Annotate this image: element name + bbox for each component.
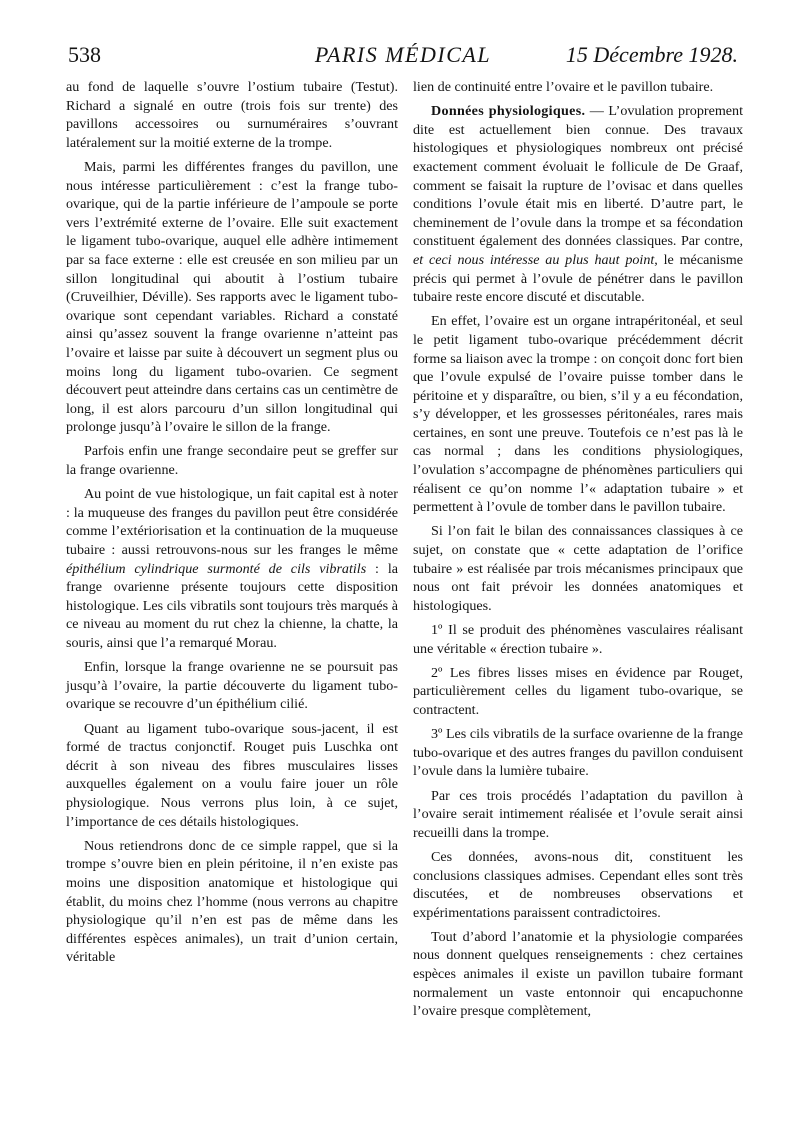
issue-date: 15 Décembre 1928. [565, 42, 738, 67]
paragraph: En effet, l’ovaire est un organe intrapéritonéal, et seul le petit ligament tubo-ovarique précédemment décrit forme sa liaison avec la trompe : on conçoit donc fort bien que l’ovule expulsé de l’ovaire puisse tomber dans le péritoine et y disparaître, ou bien, s’il y a eu fécondation, s’y développer, et les grossesses péritonéales, rares mais certaines, en sont une preuve. Toutefois ce n’est pas là le cas normal ; dans les conditions physiologiques, l’ovulation s’accompagne de phénomènes particuliers qui réalisent ce qu’on nomme l’« adaptation tubaire » et permettent à l’ovule de tomber dans le pavillon tubaire. [413, 313, 743, 516]
paragraph: au fond de laquelle s’ouvre l’ostium tubaire (Testut). Richard a signalé en outre (trois fois sur trente) des pavillons accessoires ou surnuméraires s’ouvrant latéralement sur la moitié externe de la trompe. [66, 79, 398, 151]
page-number: 538 [68, 42, 101, 67]
paragraph: Quant au ligament tubo-ovarique sous-jacent, il est formé de tractus conjonctif. Rouget puis Luschka ont décrit à son niveau des fibres musculaires lisses auxquelles également on a voulu faire jouer un rôle physiologique. Nous verrons plus loin, à ce sujet, l’importance de ces détails histologiques. [66, 720, 398, 830]
paragraph: Mais, parmi les différentes franges du pavillon, une nous intéresse particulièrement : c’est la frange tubo-ovarique, qui de la partie inférieure de l’ampoule se porte vers l’extrémité externe de l’ovaire. Elle suit exactement le ligament tubo-ovarique, auquel elle adhère intimement par sa face externe : elle est creusée en son milieu par un sillon longitudinal qui aboutit à l’ostium tubaire (Cruveilhier, Déville). Ses rapports avec le ligament tubo-ovarique sont cependant variables. Richard a constaté ainsi qu’assez souvent la frange ovarienne n’atteint pas l’ovaire et laisse par suite à découvert un segment plus ou moins long du ligament tubo-ovarien. Ce segment découvert peut atteindre dans certains cas un centimètre de long, il est alors parcouru d’un sillon longitudinal qui prolonge jusqu’à l’ovaire le sillon de la frange. [66, 158, 398, 436]
paragraph-text: , le mécanisme précis qui permet à l’ovule de pénétrer dans le pavillon tubaire reste encore discuté et discutable. [413, 251, 743, 306]
emphasis-text: et ceci nous intéresse au plus haut point [413, 251, 655, 268]
paragraph [413, 102, 743, 307]
paragraph-text: Au point de vue histologique, un fait capital est à noter : la muqueuse des franges du pavillon peut être considérée comme l’extériorisation et la continuation de la muqueuse tubaire : aussi retrouvons-nous sur les franges le même [66, 486, 398, 559]
paragraph: 3º Les cils vibratils de la surface ovarienne de la frange tubo-ovarique et des autres franges du pavillon conduisent l’ovule dans la lumière tubaire. [413, 726, 743, 780]
paragraph: Nous retiendrons donc de ce simple rappel, que si la trompe s’ouvre bien en plein péritoine, il n’en existe pas moins une disposition anatomique et histologique qui établit, du moins chez l’homme (nous verrons au chapitre physiologique qu’il n’en est pas de même dans les différentes espèces animales), un trait d’union certain, véritable [66, 837, 398, 966]
paragraph: Enfin, lorsque la frange ovarienne ne se poursuit pas jusqu’à l’ovaire, la partie découverte du ligament tubo-ovarique se recouvre d’un épithélium cilié. [66, 659, 398, 713]
paragraph: 2º Les fibres lisses mises en évidence par Rouget, particulièrement celles du ligament tubo-ovarique, se contractent. [413, 664, 743, 718]
paragraph: Si l’on fait le bilan des connaissances classiques à ce sujet, on constate que « cette adaptation de l’orifice tubaire » est réalisée par trois mécanismes principaux que nous ont fait prévoir les données anatomiques et histologiques. [413, 523, 743, 614]
paragraph: Ces données, avons-nous dit, constituent les conclusions classiques admises. Cependant elles sont très discutées, et de nombreuses observations et expérimentations paraissent contradictoires. [413, 848, 743, 921]
paragraph [66, 485, 398, 652]
section-heading: Données physiologiques. [431, 103, 586, 120]
left-column [66, 78, 398, 972]
journal-title: PARIS MÉDICAL [314, 42, 492, 67]
right-column [413, 78, 743, 1026]
paragraph: Tout d’abord l’anatomie et la physiologie comparées nous donnent quelques renseignements : chez certaines espèces animales il existe un pavillon tubaire formant normalement un vaste entonnoir qui encapuchonne l’ovaire presque complètement, [413, 928, 743, 1020]
paragraph: lien de continuité entre l’ovaire et le pavillon tubaire. [413, 79, 714, 95]
paragraph: Par ces trois procédés l’adaptation du pavillon à l’ovaire serait intimement réalisée et l’ovule serait ainsi recueilli dans la trompe. [413, 787, 743, 841]
paragraph-text: : la frange ovarienne présente toujours cette disposition histologique. Les cils vibratils sont toujours très marqués à ce niveau au moment du rut chez la chienne, la chatte, la souris, ainsi que l’a remarqué Morau. [66, 560, 398, 651]
paragraph: 1º Il se produit des phénomènes vasculaires réalisant une véritable « érection tubaire ». [413, 622, 743, 657]
page-header [68, 42, 738, 72]
paragraph: Parfois enfin une frange secondaire peut se greffer sur la frange ovarienne. [66, 443, 398, 479]
paragraph-text: — L’ovulation proprement dite est actuellement bien connue. Des travaux histologiques et physiologiques nombreux ont précisé exactement comment évoluait le follicule de De Graaf, comment se faisait la rupture de l’ovisac et dans quelles conditions l’ovule était mis en liberté. D’autre part, le cheminement de l’ovule dans la trompe et sa fécondation constituent également des données classiques. Par contre, [413, 103, 744, 250]
emphasis-text: épithélium cylindrique surmonté de cils vibratils [66, 560, 367, 577]
